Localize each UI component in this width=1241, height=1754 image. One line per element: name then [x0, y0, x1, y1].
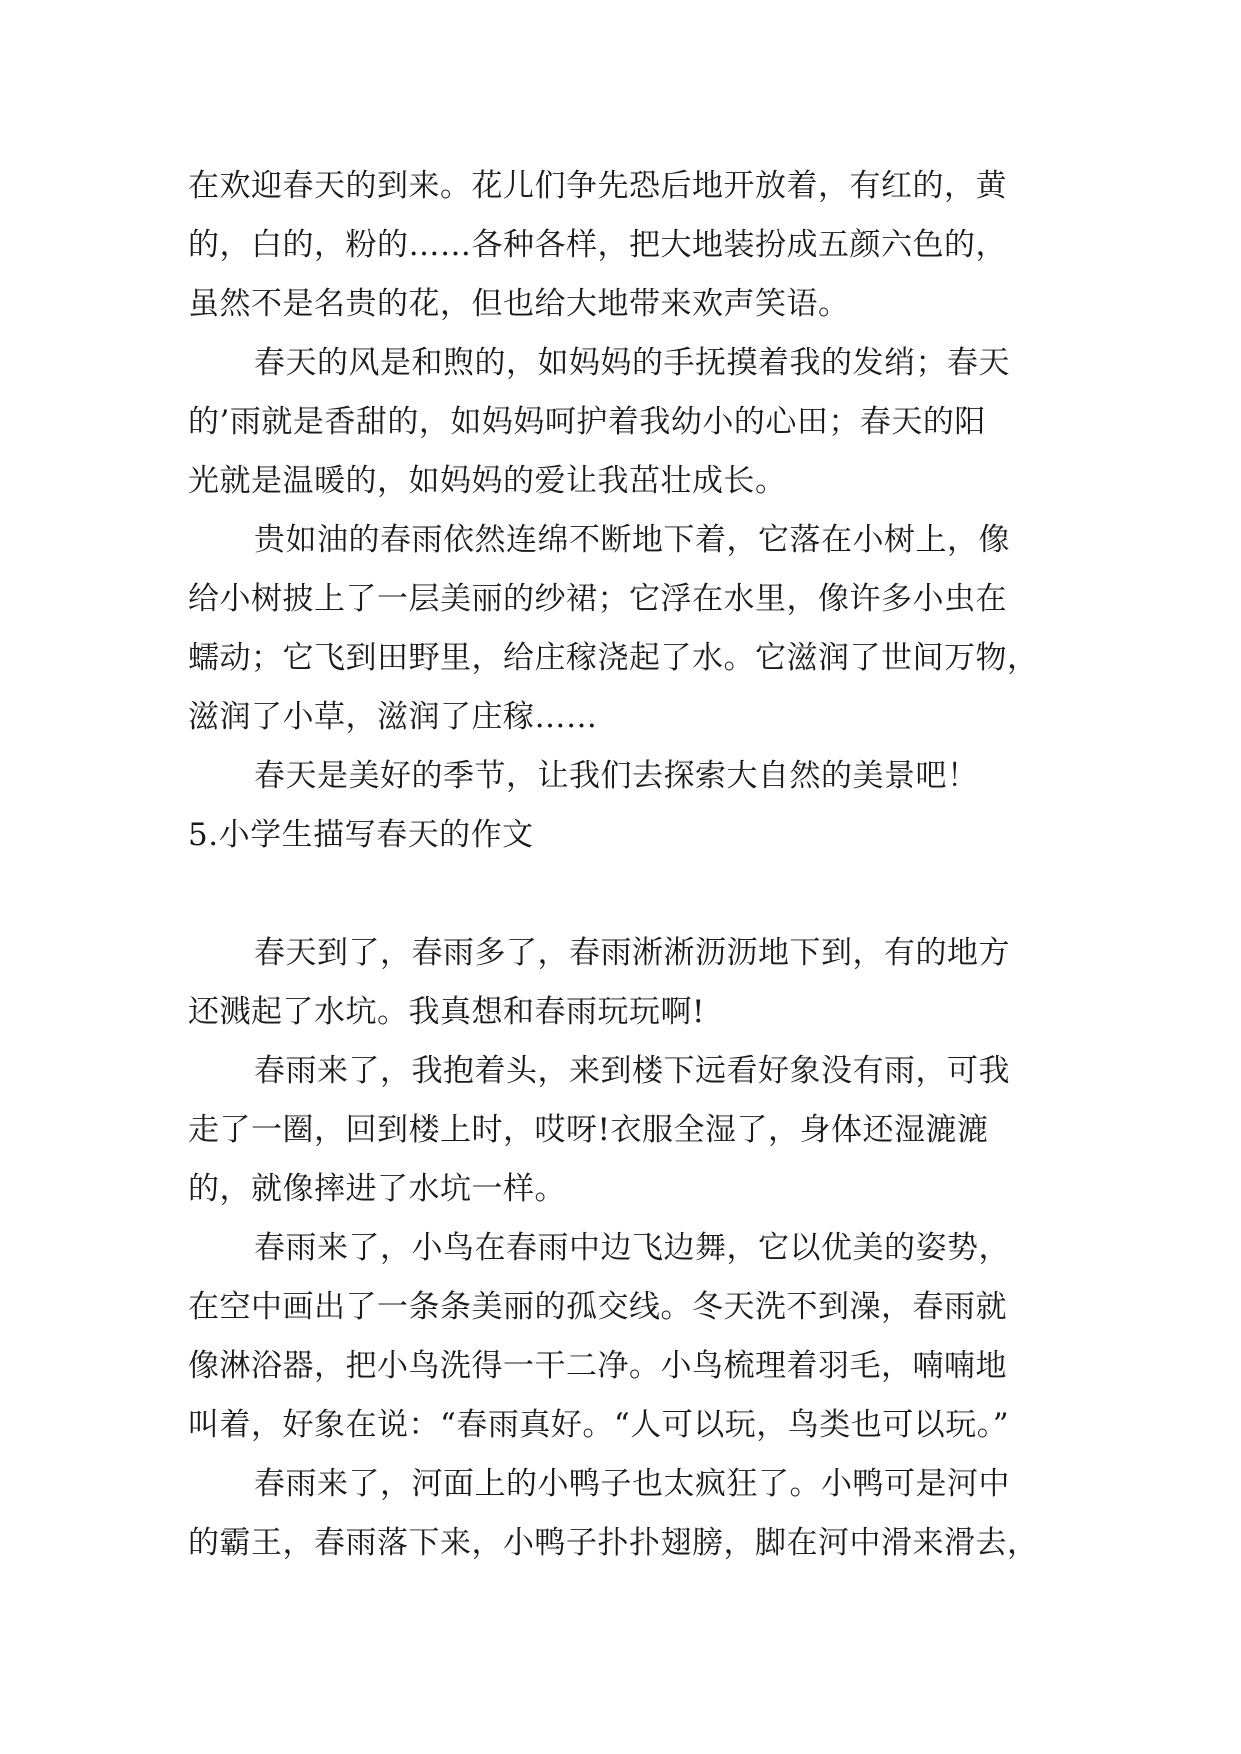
text-line: 在欢迎春天的到来。花儿们争先恐后地开放着，有红的，黄: [188, 168, 1007, 204]
paragraph-start-line: 春天是美好的季节，让我们去探索大自然的美景吧！: [254, 758, 979, 794]
text-line: 叫着，好象在说：“春雨真好。“人可以玩，鸟类也可以玩。”: [188, 1407, 1010, 1443]
text-line: 蠕动；它飞到田野里，给庄稼浇起了水。它滋润了世间万物，: [188, 640, 1039, 676]
paragraph-start-line: 春天到了，春雨多了，春雨淅淅沥沥地下到，有的地方: [254, 935, 1010, 971]
text-line: 像淋浴器，把小鸟洗得一干二净。小鸟梳理着羽毛，喃喃地: [188, 1348, 1007, 1384]
text-line: 滋润了小草，滋润了庄稼……: [188, 699, 598, 735]
text-line: 走了一圈，回到楼上时，哎呀!衣服全湿了，身体还湿漉漉: [188, 1112, 989, 1148]
text-line: 的’雨就是香甜的，如妈妈呵护着我幼小的心田；春天的阳: [188, 404, 986, 440]
text-line: 在空中画出了一条条美丽的孤交线。冬天洗不到澡，春雨就: [188, 1289, 1007, 1325]
paragraph-start-line: 春雨来了，河面上的小鸭子也太疯狂了。小鸭可是河中: [254, 1466, 1010, 1502]
paragraph-start-line: 春雨来了，我抱着头，来到楼下远看好象没有雨，可我: [254, 1053, 1010, 1089]
paragraph-start-line: 贵如油的春雨依然连绵不断地下着，它落在小树上，像: [254, 522, 1010, 558]
paragraph-start-line: 春天的风是和煦的，如妈妈的手抚摸着我的发绡；春天: [254, 345, 1010, 381]
text-line: 虽然不是名贵的花，但也给大地带来欢声笑语。: [188, 286, 850, 322]
text-line: 的，就像摔进了水坑一样。: [188, 1171, 566, 1207]
text-line: 还溅起了水坑。我真想和春雨玩玩啊!: [188, 994, 705, 1030]
section-heading: 5.小学生描写春天的作文: [188, 817, 534, 853]
text-line: 光就是温暖的，如妈妈的爱让我茁壮成长。: [188, 463, 787, 499]
paragraph-start-line: 春雨来了，小鸟在春雨中边飞边舞，它以优美的姿势，: [254, 1230, 1010, 1266]
text-line: 给小树披上了一层美丽的纱裙；它浮在水里，像许多小虫在: [188, 581, 1007, 617]
text-line: 的霸王，春雨落下来，小鸭子扑扑翅膀，脚在河中滑来滑去，: [188, 1525, 1039, 1561]
text-line: 的，白的，粉的……各种各样，把大地装扮成五颜六色的，: [188, 227, 1007, 263]
